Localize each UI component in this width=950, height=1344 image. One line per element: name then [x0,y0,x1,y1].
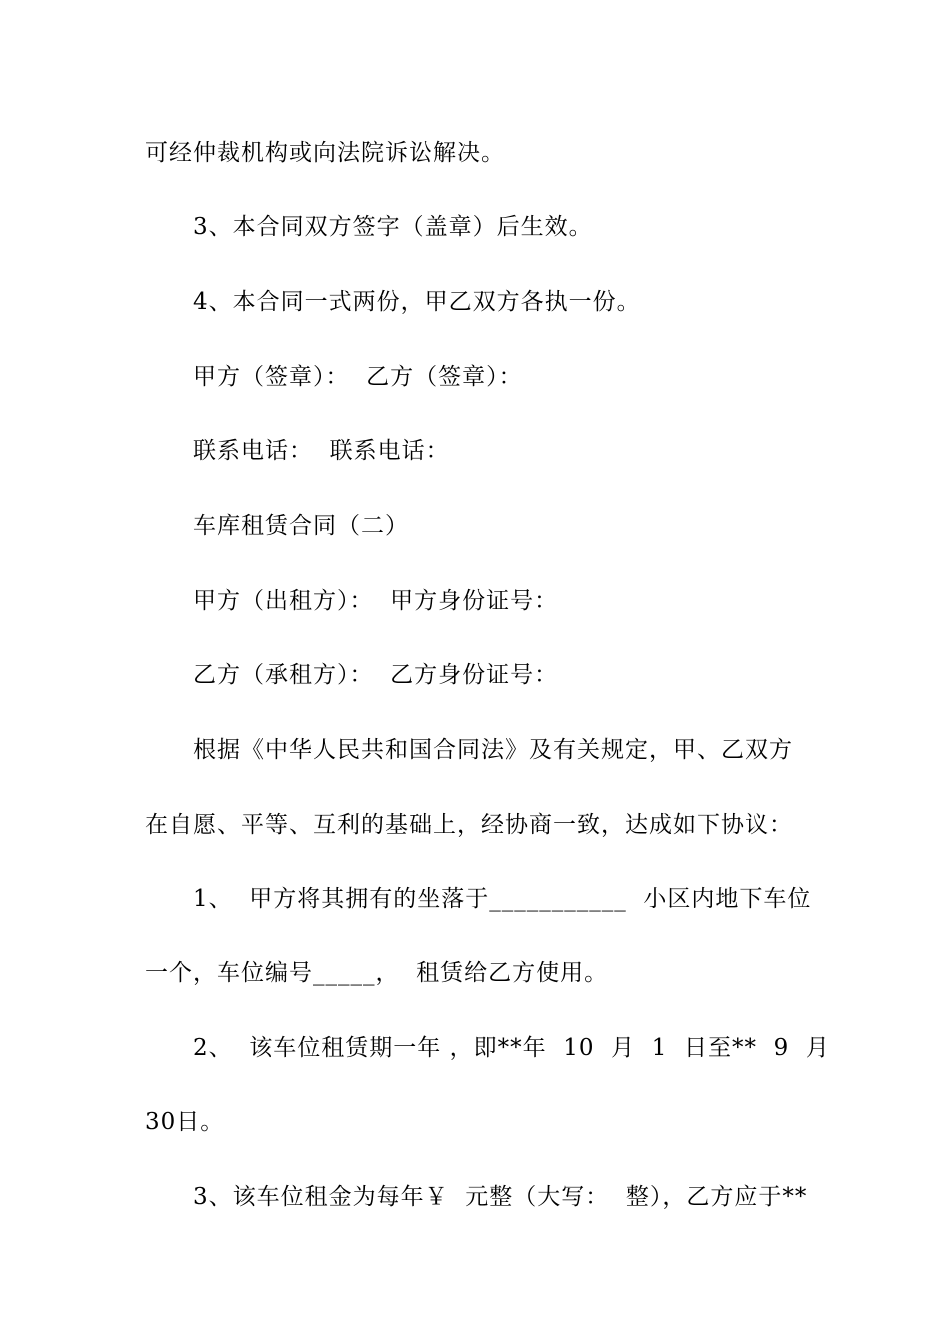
clause-1-line-1: 1、 甲方将其拥有的坐落于___________ 小区内地下车位 [193,886,812,912]
signature-line: 甲方（签章）： 乙方（签章）： [193,364,523,390]
clause-2-line-2: 30日。 [145,1109,225,1135]
party-a-line: 甲方（出租方）： 甲方身份证号： [193,588,559,614]
contract-title: 车库租赁合同（二） [193,513,409,539]
clause-4-copies: 4、本合同一式两份，甲乙双方各执一份。 [193,289,641,315]
preamble-line-2: 在自愿、平等、互利的基础上，经协商一致，达成如下协议： [145,812,793,838]
clause-3-effective: 3、本合同双方签字（盖章）后生效。 [193,214,593,240]
clause-2-line-1: 2、 该车位租赁期一年 ，即**年 10 月 1 日至** 9 月 [193,1035,830,1061]
preamble-line-1: 根据《中华人民共和国合同法》及有关规定，甲、乙双方 [193,737,793,763]
clause-3-rent-line: 3、该车位租金为每年￥ 元整（大写： 整），乙方应于** [193,1184,808,1210]
paragraph-line-1: 可经仲裁机构或向法院诉讼解决。 [145,140,505,166]
contact-phone-line: 联系电话： 联系电话： [193,438,450,464]
party-b-line: 乙方（承租方）： 乙方身份证号： [193,662,559,688]
clause-1-line-2: 一个，车位编号_____， 租赁给乙方使用。 [145,960,609,986]
